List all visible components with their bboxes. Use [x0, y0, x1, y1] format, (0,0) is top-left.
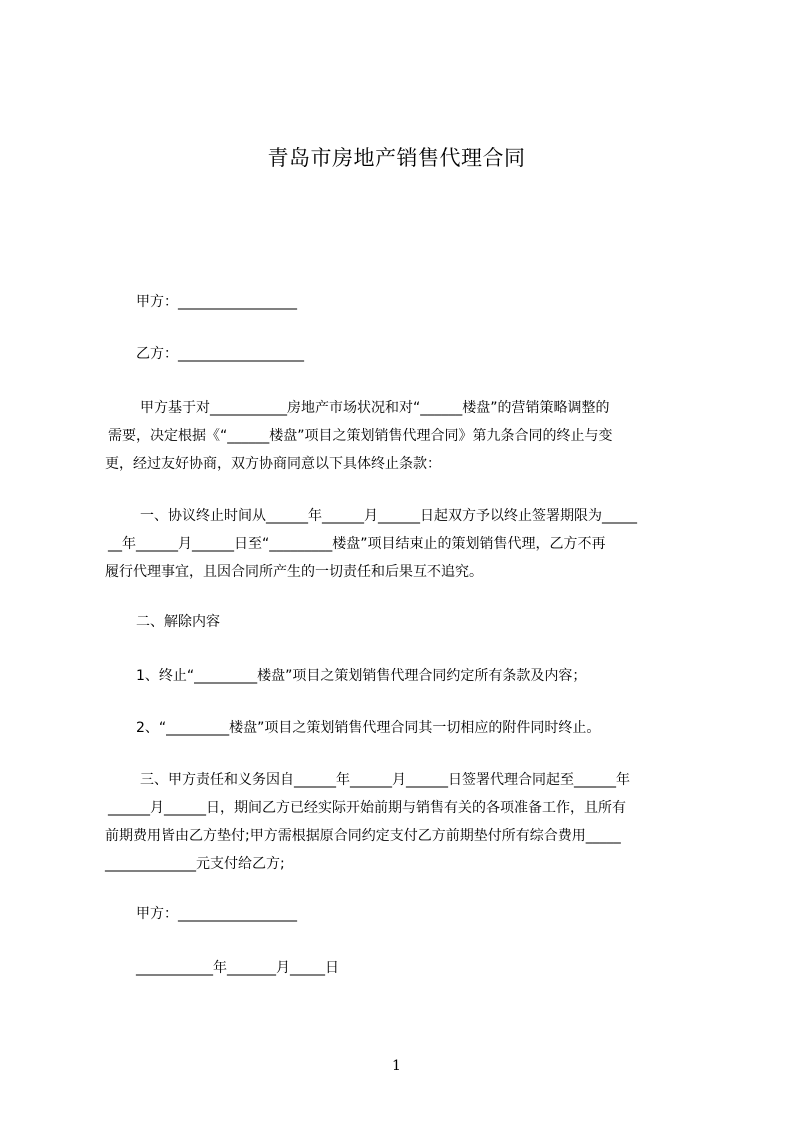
- intro-line-3: 更，经过友好协商，双方协商同意以下具体终止条款：: [105, 456, 441, 472]
- signature-party-a: 甲方：_________________: [136, 906, 297, 922]
- clause-2-item-1: 1、终止“_________楼盘”项目之策划销售代理合同约定所有条款及内容；: [136, 668, 587, 684]
- clause-3-line-3: 前期费用皆由乙方垫付;甲方需根据原合同约定支付乙方前期垫付所有综合费用_____: [105, 828, 621, 844]
- page-number: 1: [392, 1058, 401, 1074]
- clause-3-line-4: _____________元支付给乙方;: [105, 856, 285, 872]
- intro-line-2: 需要，决定根据《“______楼盘”项目之策划销售代理合同》第九条合同的终止与变: [108, 428, 613, 444]
- clause-1-line-3: 履行代理事宜，且因合同所产生的一切责任和后果互不追究。: [105, 564, 483, 580]
- party-b-line: 乙方：__________________: [136, 346, 304, 362]
- clause-2-item-2: 2、“_________楼盘”项目之策划销售代理合同其一切相应的附件同时终止。: [136, 720, 601, 736]
- clause-3-line-1: 三、甲方责任和义务因自______年______月______日签署代理合同起至______年: [140, 772, 630, 788]
- clause-1-line-2: __年______月______日至“_________楼盘”项目结束止的策划销售代理，乙方不再: [108, 536, 606, 552]
- party-a-line: 甲方：_________________: [136, 294, 297, 310]
- intro-line-1: 甲方基于对___________房地产市场状况和对“______楼盘”的营销策略调整的: [140, 400, 610, 416]
- signature-date: ___________年_______月_____日: [136, 960, 339, 976]
- clause-3-line-2: ______月______日，期间乙方已经实际开始前期与销售有关的各项准备工作，且所有: [108, 800, 626, 816]
- document-title: 青岛市房地产销售代理合同: [267, 146, 526, 170]
- clause-2-heading: 二、解除内容: [136, 614, 220, 630]
- clause-1-line-1: 一、协议终止时间从______年______月______日起双方予以终止签署期限为_____: [140, 508, 637, 524]
